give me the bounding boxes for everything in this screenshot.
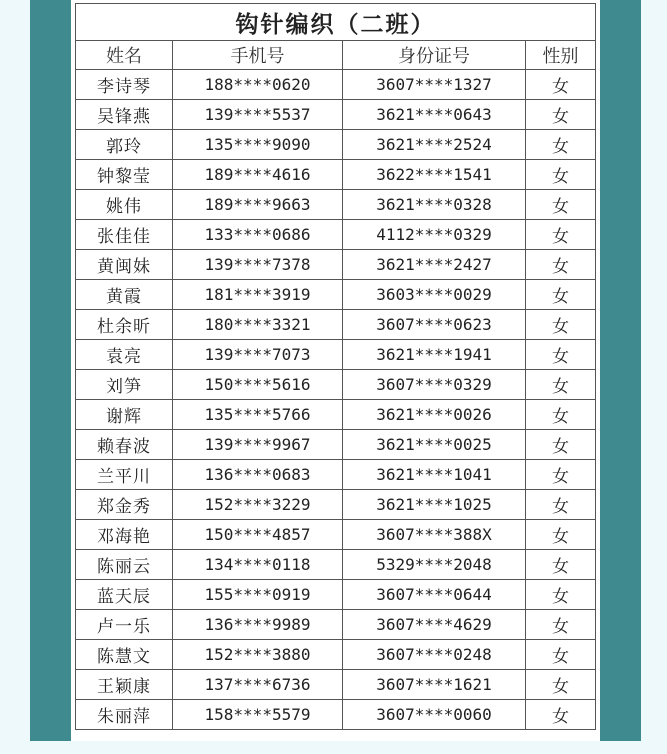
cell-id-number: 3607****388X [343,520,526,550]
cell-phone: 180****3321 [173,310,343,340]
table-row [76,160,596,190]
cell-gender: 女 [526,250,596,280]
table-row [76,220,596,250]
teal-frame [30,0,641,741]
header-gender: 性别 [526,41,596,70]
table-row [76,310,596,340]
cell-gender: 女 [526,220,596,250]
cell-id-number: 3621****0025 [343,430,526,460]
cell-id-number: 3621****0026 [343,400,526,430]
cell-phone: 150****4857 [173,520,343,550]
cell-phone: 139****7378 [173,250,343,280]
cell-name: 姚伟 [76,190,173,220]
table-row [76,100,596,130]
cell-phone: 181****3919 [173,280,343,310]
cell-name: 黄闽妹 [76,250,173,280]
cell-phone: 139****9967 [173,430,343,460]
cell-name: 邓海艳 [76,520,173,550]
cell-phone: 139****5537 [173,100,343,130]
cell-name: 张佳佳 [76,220,173,250]
table-row [76,400,596,430]
cell-id-number: 3607****0329 [343,370,526,400]
cell-id-number: 4112****0329 [343,220,526,250]
cell-gender: 女 [526,70,596,100]
cell-id-number: 3607****0644 [343,580,526,610]
header-phone: 手机号 [173,41,343,70]
cell-id-number: 3621****1041 [343,460,526,490]
cell-gender: 女 [526,310,596,340]
cell-phone: 136****0683 [173,460,343,490]
cell-gender: 女 [526,190,596,220]
cell-phone: 150****5616 [173,370,343,400]
cell-name: 吴锋燕 [76,100,173,130]
cell-name: 陈慧文 [76,640,173,670]
cell-gender: 女 [526,610,596,640]
cell-name: 钟黎莹 [76,160,173,190]
cell-name: 袁亮 [76,340,173,370]
cell-name: 朱丽萍 [76,700,173,730]
cell-id-number: 3603****0029 [343,280,526,310]
table-row [76,640,596,670]
header-id: 身份证号 [343,41,526,70]
cell-phone: 155****0919 [173,580,343,610]
cell-phone: 134****0118 [173,550,343,580]
cell-gender: 女 [526,100,596,130]
cell-gender: 女 [526,550,596,580]
cell-phone: 137****6736 [173,670,343,700]
cell-name: 李诗琴 [76,70,173,100]
cell-name: 陈丽云 [76,550,173,580]
cell-id-number: 3607****4629 [343,610,526,640]
cell-name: 郑金秀 [76,490,173,520]
cell-phone: 136****9989 [173,610,343,640]
cell-gender: 女 [526,160,596,190]
cell-name: 卢一乐 [76,610,173,640]
cell-id-number: 3607****1327 [343,70,526,100]
table-row [76,130,596,160]
table-row [76,490,596,520]
cell-name: 赖春波 [76,430,173,460]
cell-phone: 133****0686 [173,220,343,250]
cell-phone: 158****5579 [173,700,343,730]
cell-gender: 女 [526,430,596,460]
cell-phone: 152****3229 [173,490,343,520]
cell-phone: 189****4616 [173,160,343,190]
table-row [76,520,596,550]
table-row [76,370,596,400]
cell-id-number: 3621****1025 [343,490,526,520]
cell-id-number: 3621****2524 [343,130,526,160]
cell-gender: 女 [526,400,596,430]
cell-phone: 152****3880 [173,640,343,670]
cell-id-number: 3607****0623 [343,310,526,340]
cell-name: 刘笋 [76,370,173,400]
cell-phone: 135****9090 [173,130,343,160]
cell-name: 郭玲 [76,130,173,160]
table-row [76,340,596,370]
table-row [76,700,596,730]
cell-id-number: 3622****1541 [343,160,526,190]
table-row [76,70,596,100]
table-row [76,430,596,460]
cell-name: 王颖康 [76,670,173,700]
cell-name: 黄霞 [76,280,173,310]
cell-gender: 女 [526,490,596,520]
cell-gender: 女 [526,460,596,490]
cell-gender: 女 [526,370,596,400]
table-row [76,550,596,580]
cell-phone: 189****9663 [173,190,343,220]
cell-id-number: 5329****2048 [343,550,526,580]
roster-table [75,3,596,730]
cell-id-number: 3621****0328 [343,190,526,220]
cell-name: 谢辉 [76,400,173,430]
cell-gender: 女 [526,340,596,370]
roster-body [76,70,596,730]
cell-gender: 女 [526,520,596,550]
table-row [76,250,596,280]
table-row [76,190,596,220]
table-row [76,280,596,310]
cell-name: 蓝天辰 [76,580,173,610]
cell-gender: 女 [526,130,596,160]
cell-phone: 188****0620 [173,70,343,100]
header-row [76,41,596,70]
cell-phone: 139****7073 [173,340,343,370]
cell-gender: 女 [526,670,596,700]
roster-sheet [71,0,600,741]
cell-name: 杜余昕 [76,310,173,340]
cell-name: 兰平川 [76,460,173,490]
cell-id-number: 3607****1621 [343,670,526,700]
cell-id-number: 3607****0248 [343,640,526,670]
cell-id-number: 3621****0643 [343,100,526,130]
table-row [76,670,596,700]
table-row [76,580,596,610]
cell-gender: 女 [526,640,596,670]
header-name: 姓名 [76,41,173,70]
table-row [76,460,596,490]
cell-gender: 女 [526,580,596,610]
cell-id-number: 3621****2427 [343,250,526,280]
cell-id-number: 3607****0060 [343,700,526,730]
table-row [76,610,596,640]
table-title: 钩针编织（二班） [76,4,596,41]
cell-phone: 135****5766 [173,400,343,430]
cell-gender: 女 [526,700,596,730]
cell-id-number: 3621****1941 [343,340,526,370]
cell-gender: 女 [526,280,596,310]
